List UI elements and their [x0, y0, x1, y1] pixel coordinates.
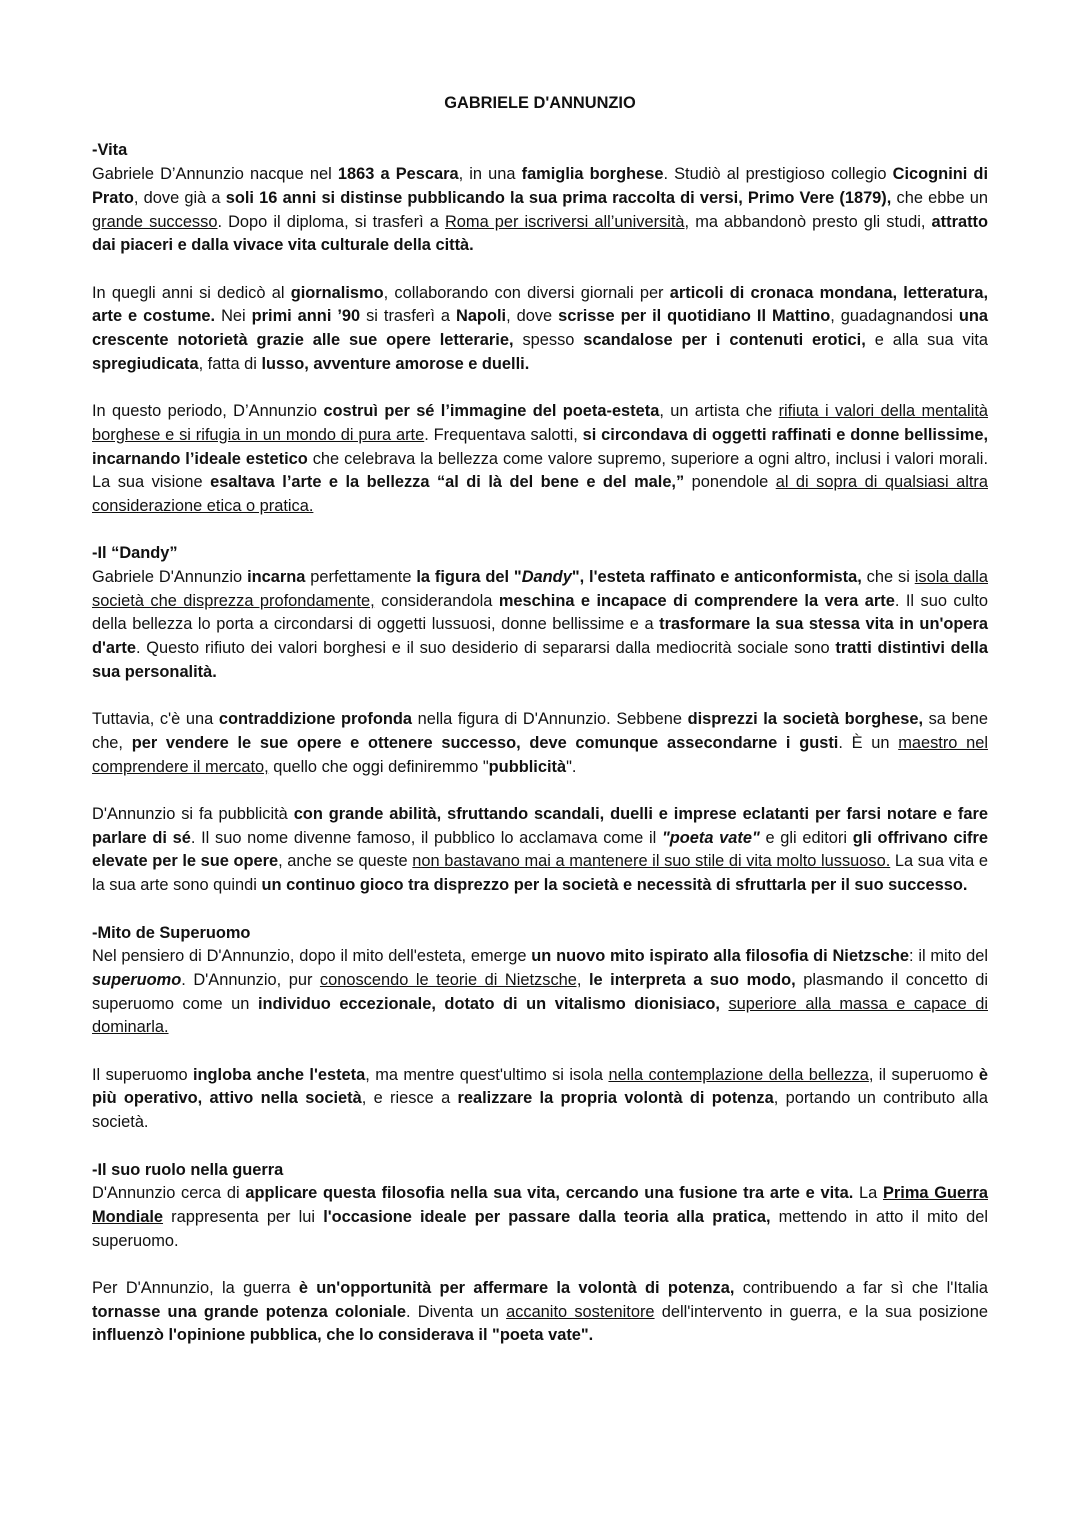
- text-run: . Diventa un: [406, 1302, 507, 1321]
- text-run: , il superuomo: [868, 1065, 979, 1084]
- underlined-text: al di sopra di qualsiasi altra considerazione etica o pratica.: [92, 473, 988, 515]
- bold-text: ", l'esteta raffinato e anticonformista,: [571, 568, 862, 586]
- text-run: . Frequentava salotti,: [424, 425, 583, 444]
- text-run: . Il suo nome divenne famoso, il pubblico lo acclamava come il: [190, 828, 662, 847]
- bold-text: l'occasione ideale per passare dalla teoria alla pratica,: [323, 1207, 771, 1226]
- bold-text: primi anni ’90: [251, 307, 361, 326]
- text-run: D'Annunzio si fa pubblicità: [92, 805, 294, 823]
- section-heading: -Il suo ruolo nella guerra: [92, 1160, 284, 1179]
- bold-text: disprezzi la società borghese,: [687, 710, 923, 729]
- text-run: , un artista che: [659, 402, 779, 421]
- bold-text: articoli di cronaca mondana, letteratura, arte e costume.: [92, 283, 988, 326]
- text-run: La sua vita e la sua arte sono quindi: [92, 852, 988, 895]
- text-run: rappresenta per lui: [163, 1207, 324, 1226]
- bold-text: una crescente notorietà grazie alle sue opere letterarie,: [92, 307, 988, 349]
- text-run: ma abbandonò presto gli studi,: [689, 212, 932, 231]
- text-run: che celebrava la bellezza come valore supremo, superiore a ogni altro, inclusi i valori morali. La sua visione: [92, 449, 989, 492]
- text-run: Il superuomo: [92, 1065, 193, 1084]
- bold-text: Prima Guerra Mondiale: [92, 1184, 988, 1226]
- section-heading: -Vita: [92, 141, 128, 160]
- document-body: [92, 139, 988, 1348]
- bold-text: con grande abilità, sfruttando scandali, duelli e imprese eclatanti per farsi notare e fare parlare di sé: [92, 805, 988, 847]
- paragraph: [92, 1064, 988, 1135]
- text-run: In quegli anni si dedicò al: [92, 283, 291, 302]
- bold-text: 1863 a Pescara: [337, 165, 459, 184]
- text-run: Per D'Annunzio, la guerra: [92, 1279, 299, 1297]
- underlined-text: nella contemplazione della bellezza: [608, 1065, 869, 1084]
- paragraph: [92, 566, 988, 685]
- text-run: e alla sua vita: [865, 331, 989, 349]
- text-run: nella figura di D'Annunzio. Sebbene: [412, 710, 688, 729]
- text-run: , dove: [506, 307, 559, 326]
- text-run: perfettamente: [305, 568, 417, 586]
- bold-text: influenzò l'opinione pubblica, che lo considerava il "poeta vate".: [92, 1326, 594, 1345]
- bold-text: attratto dai piaceri e dalla vivace vita culturale della città.: [92, 212, 989, 255]
- bold-text: giornalismo: [290, 283, 384, 302]
- underlined-text: maestro nel comprendere il mercato,: [92, 733, 988, 776]
- text-run: , fatta di: [198, 354, 262, 373]
- text-run: . D'Annunzio, pur: [181, 970, 320, 989]
- bold-text: tornasse una grande potenza coloniale: [92, 1302, 406, 1321]
- text-run: Gabriele D’Annunzio nacque nel: [92, 165, 338, 184]
- text-run: La: [853, 1184, 883, 1203]
- text-run: . Questo rifiuto dei valori borghesi e il suo desiderio di separarsi dalla mediocrità sociale sono: [135, 639, 836, 658]
- text-run: contribuendo a far sì che l'Italia: [734, 1279, 988, 1297]
- bold-text: individuo eccezionale, dotato di un vitalismo dionisiaco,: [257, 994, 720, 1013]
- text-run: Gabriele D'Annunzio: [92, 568, 248, 586]
- bold-text: esaltava l’arte e la bellezza “al di là del bene e del male,”: [210, 473, 685, 492]
- bold-text: scandalose per i contenuti erotici,: [583, 331, 866, 349]
- document-page: [92, 92, 988, 1372]
- section: [92, 1159, 988, 1349]
- text-run: che ebbe un: [891, 188, 988, 207]
- text-run: si trasferì a: [360, 307, 456, 326]
- underlined-text: non bastavano mai a mantenere il suo stile di vita molto lussuoso.: [412, 852, 891, 871]
- paragraph: [92, 282, 988, 377]
- bold-text: spregiudicata: [92, 354, 199, 373]
- bold-text: un nuovo mito ispirato alla filosofia di Nietzsche: [531, 947, 909, 966]
- section: [92, 922, 988, 1135]
- bold-text: applicare questa filosofia nella sua vita, cercando una fusione tra arte e vita.: [245, 1184, 854, 1203]
- paragraph: [92, 945, 988, 1040]
- text-run: . Studiò al prestigioso collegio: [663, 165, 893, 184]
- text-run: . Dopo il diploma, si trasferì a: [217, 212, 445, 231]
- text-run: . È un: [838, 733, 899, 752]
- section: [92, 542, 988, 898]
- paragraph: [92, 1182, 988, 1253]
- bold-text: "poeta vate": [662, 828, 760, 847]
- bold-text: trasformare la sua stessa vita in un'opera d'arte: [92, 615, 988, 658]
- bold-text: la figura del ": [416, 568, 522, 586]
- paragraph: [92, 163, 988, 258]
- text-run: In questo periodo, D’Annunzio: [92, 402, 324, 421]
- paragraph: [92, 400, 988, 519]
- text-run: , e riesce a: [361, 1089, 458, 1108]
- text-run: , ma mentre quest'ultimo si isola: [365, 1065, 609, 1084]
- document-title: GABRIELE D'ANNUNZIO: [444, 94, 636, 112]
- bold-text: costruì per sé l’immagine del poeta-esteta: [323, 402, 660, 421]
- text-run: , anche se queste: [278, 852, 413, 871]
- underlined-text: grande successo: [92, 212, 218, 231]
- text-run: ".: [566, 757, 577, 776]
- underlined-text: Roma per iscriversi all’università,: [444, 212, 690, 231]
- underlined-text: accanito sostenitore: [506, 1302, 655, 1321]
- bold-text: realizzare la propria volontà di potenza: [457, 1089, 774, 1108]
- bold-text: meschina e incapace di comprendere la vera arte: [498, 591, 895, 610]
- text-run: e gli editori: [759, 828, 853, 847]
- paragraph: [92, 803, 988, 898]
- bold-text: soli 16 anni si distinse pubblicando la sua prima raccolta di versi, Primo Vere (1879),: [225, 188, 892, 207]
- text-run: mettendo in atto il mito del superuomo.: [92, 1207, 988, 1250]
- bold-text: gli offrivano cifre elevate per le sue opere: [92, 828, 988, 871]
- section-heading: -Il “Dandy”: [92, 544, 178, 563]
- bold-text: tratti distintivi della sua personalità.: [92, 639, 988, 681]
- bold-text: pubblicità: [488, 757, 567, 776]
- text-run: . Il suo culto della bellezza lo porta a circondarsi di oggetti lussuosi, donne bellissime e a: [92, 591, 989, 634]
- bold-text: Napoli: [455, 307, 507, 326]
- underlined-text: rifiuta i valori della mentalità borghese e si rifugia in un mondo di pura arte: [92, 402, 989, 444]
- bold-text: Dandy: [521, 568, 572, 586]
- text-run: , guadagnandosi: [830, 307, 959, 326]
- text-run: , collaborando con diversi giornali per: [383, 283, 670, 302]
- paragraph: [92, 1277, 988, 1348]
- paragraph: [92, 708, 988, 779]
- text-run: considerandola: [374, 591, 499, 610]
- section-heading: -Mito de Superuomo: [92, 923, 251, 942]
- bold-text: le interpreta a suo modo,: [588, 970, 796, 989]
- text-run: quello che oggi definiremmo ": [268, 757, 489, 776]
- bold-text: superuomo: [92, 970, 182, 989]
- underlined-text: isola dalla società che disprezza profondamente,: [92, 568, 988, 610]
- bold-text: incarna: [247, 568, 306, 586]
- text-run: spesso: [513, 331, 584, 349]
- bold-text: è più operativo, attivo nella società: [92, 1065, 988, 1108]
- bold-text: è un'opportunità per affermare la volontà di potenza,: [298, 1279, 735, 1297]
- text-run: sa bene che,: [92, 710, 988, 752]
- text-run: Nei: [215, 307, 252, 326]
- text-run: , dove già a: [133, 188, 226, 207]
- text-run: Nel pensiero di D'Annunzio, dopo il mito dell'esteta, emerge: [92, 947, 532, 966]
- text-run: che si: [861, 568, 915, 586]
- section: [92, 139, 988, 518]
- bold-text: contraddizione profonda: [218, 710, 413, 729]
- bold-text: scrisse per il quotidiano Il Mattino: [558, 307, 831, 326]
- bold-text: si circondava di oggetti raffinati e donne bellissime, incarnando l’ideale estetico: [92, 425, 988, 468]
- text-run: Tuttavia, c'è una: [92, 710, 219, 729]
- bold-text: per vendere le sue opere e ottenere successo, deve comunque assecondarne i gusti: [131, 733, 839, 752]
- text-run: D'Annunzio cerca di: [92, 1184, 246, 1203]
- bold-text: un continuo gioco tra disprezzo per la società e necessità di sfruttarla per il suo successo.: [261, 876, 968, 895]
- bold-text: lusso, avventure amorose e duelli.: [261, 354, 530, 373]
- text-run: dell'intervento in guerra, e la sua posizione: [654, 1302, 989, 1321]
- text-run: , portando un contributo alla società.: [92, 1089, 988, 1132]
- text-run: : il mito del: [908, 947, 989, 966]
- underlined-text: superiore alla massa e capace di dominarla.: [92, 994, 988, 1037]
- bold-text: famiglia borghese: [521, 165, 664, 184]
- bold-text: Cicognini di Prato: [92, 165, 988, 207]
- text-run: [581, 971, 589, 989]
- text-run: ponendole: [684, 473, 776, 492]
- bold-text: ingloba anche l'esteta: [192, 1065, 366, 1084]
- text-run: , in una: [458, 165, 522, 184]
- underlined-text: conoscendo le teorie di Nietzsche,: [319, 970, 582, 989]
- text-run: plasmando il concetto di superuomo come un: [92, 970, 988, 1013]
